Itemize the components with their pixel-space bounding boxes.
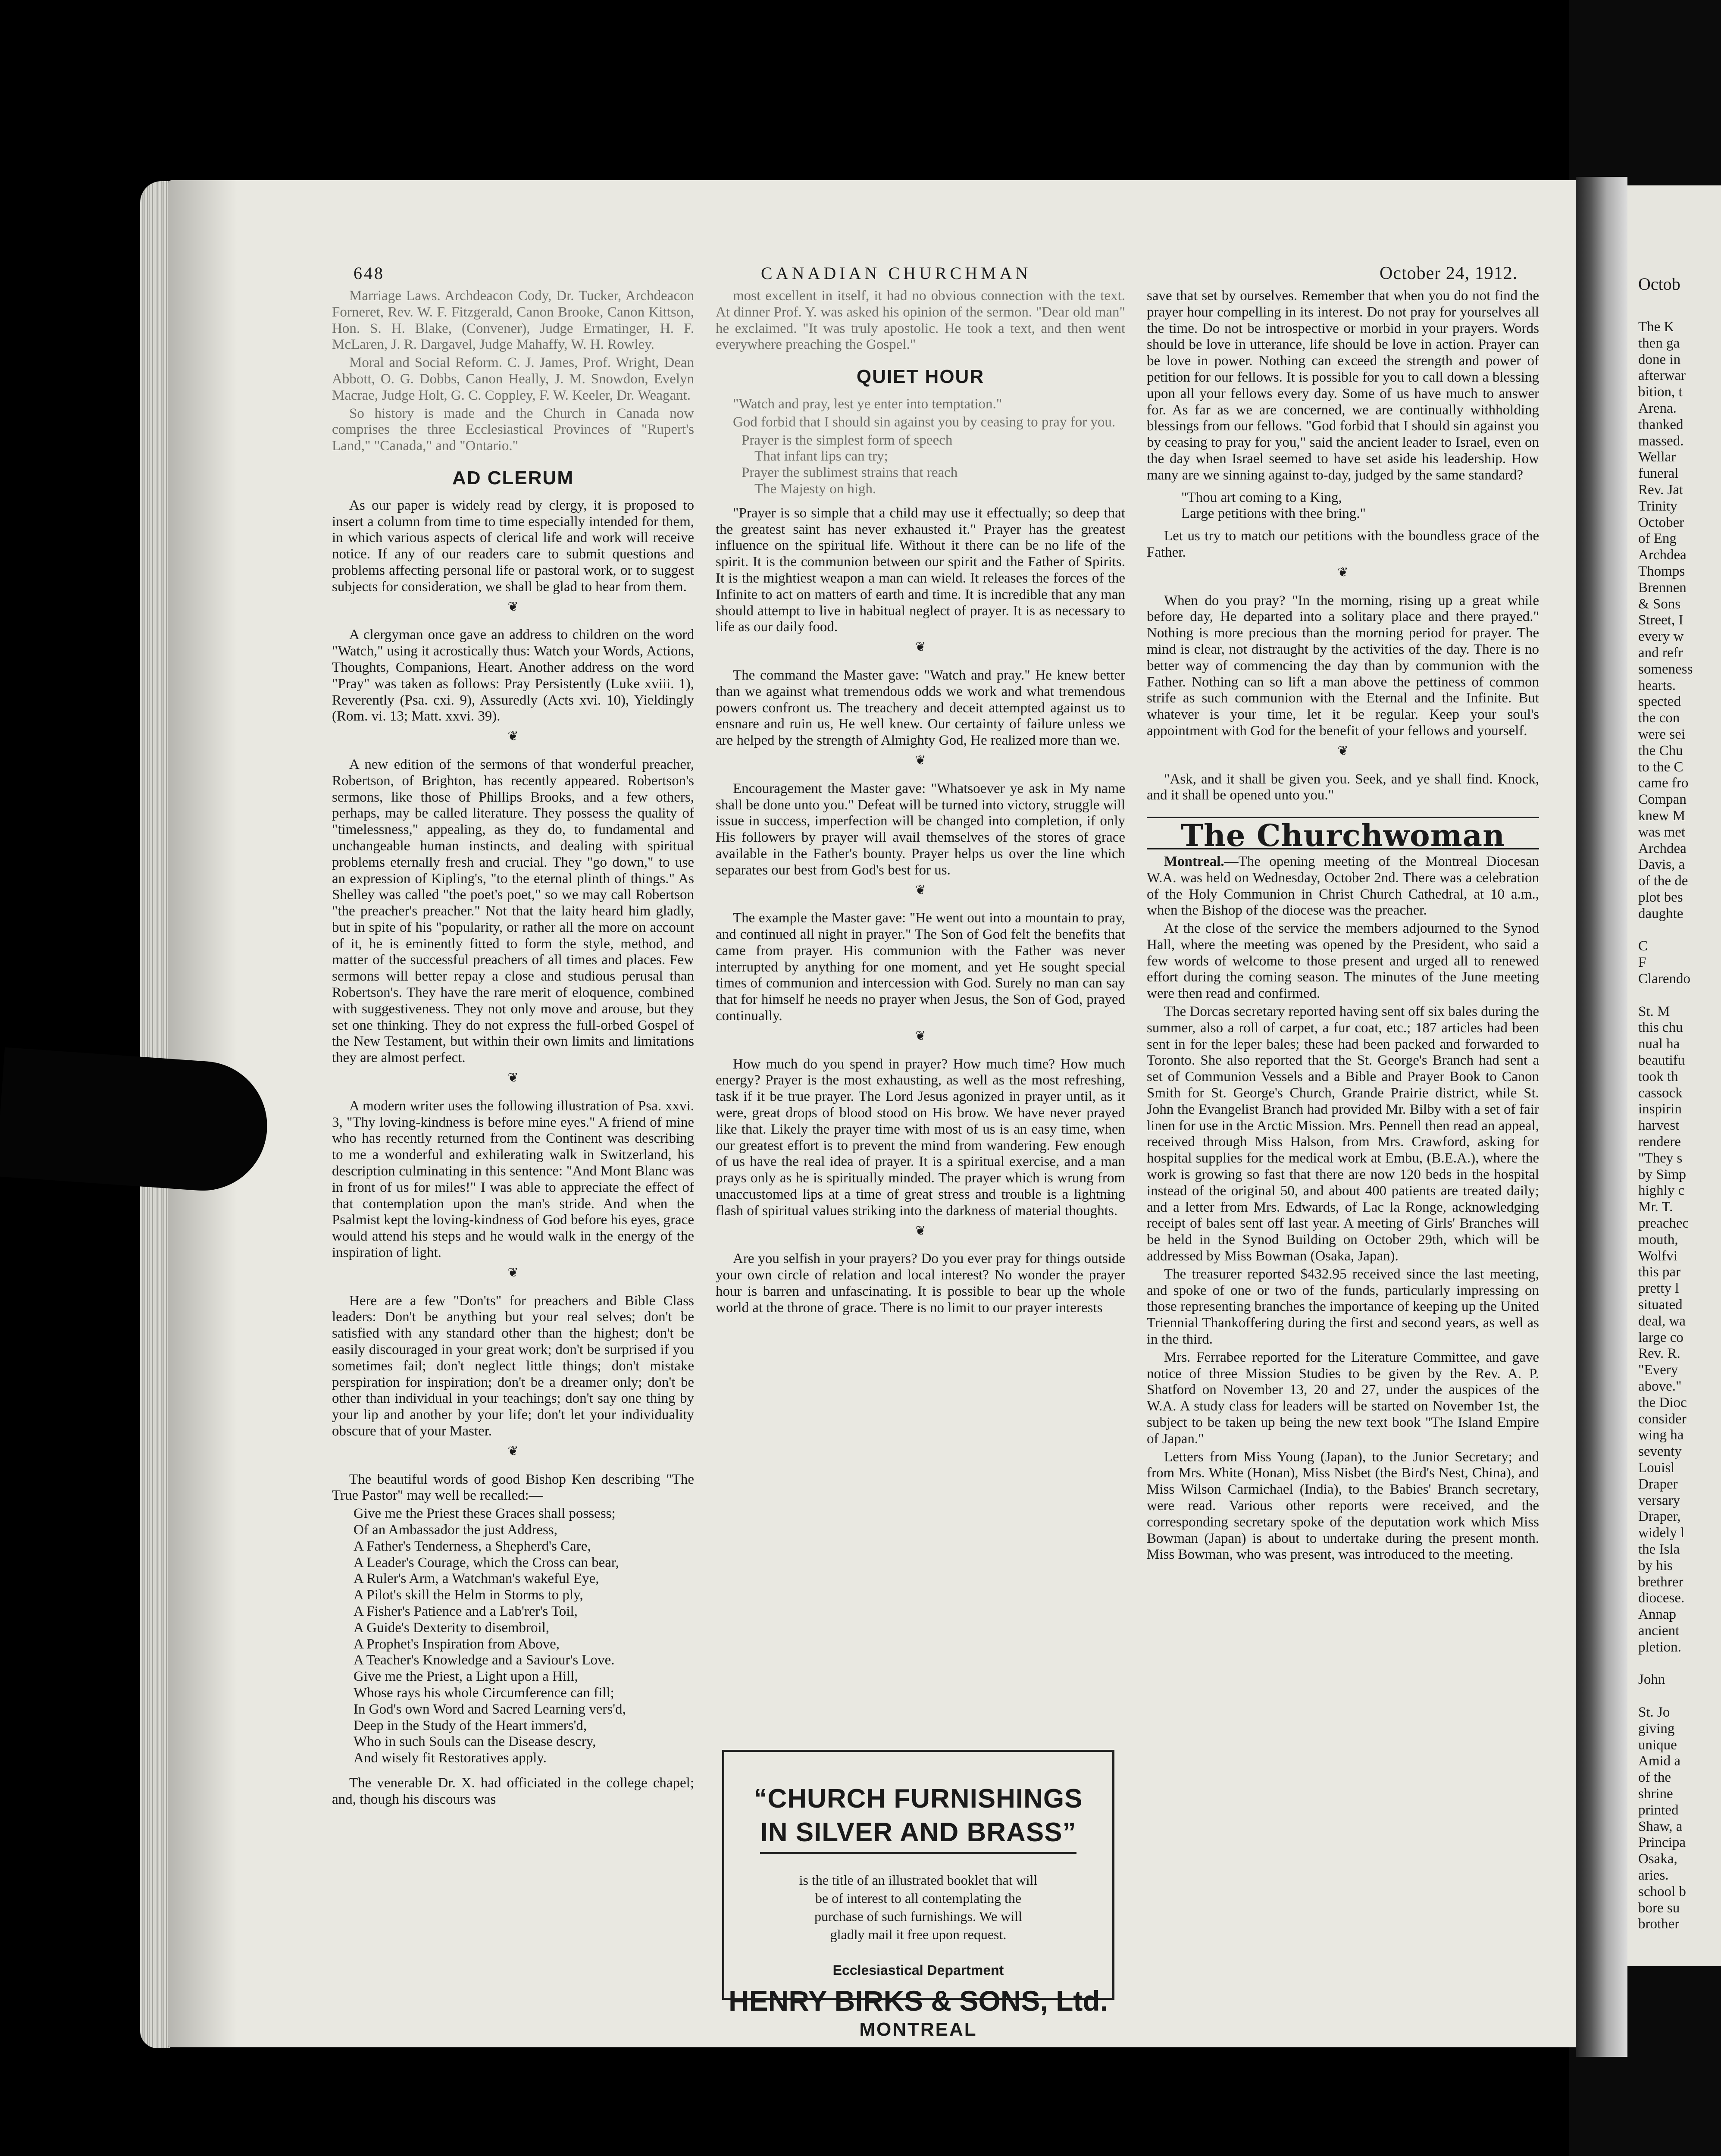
- facing-page-line: every w: [1638, 629, 1684, 645]
- facing-page-line: Osaka,: [1638, 1851, 1677, 1867]
- facing-page-line: Archdea: [1638, 840, 1687, 856]
- facing-page-line: wing ha: [1638, 1427, 1684, 1443]
- facing-page-line: funeral: [1638, 466, 1679, 482]
- facing-page-line: highly c: [1638, 1183, 1685, 1199]
- paragraph: Mrs. Ferrabee reported for the Literature Committee, and gave notice of three Mission Studies to be given by the Rev. A. P. Shatford on November 13, 20 and 27, under the auspices of the W.A. A study class for leaders will be started on November 1st, the subject to be taken up being the new text book "The Island Empire of Japan.": [1147, 1349, 1539, 1447]
- facing-page-line: someness: [1638, 661, 1693, 677]
- facing-page-line: beautifu: [1638, 1053, 1685, 1068]
- paragraph: The beautiful words of good Bishop Ken describing "The True Pastor" may well be recalled:—: [332, 1471, 694, 1504]
- poem-line: A Guide's Dexterity to disembroil,: [354, 1620, 550, 1636]
- paragraph: When do you pray? "In the morning, rising up a great while before day, He departed into a solitary place and there prayed." Nothing is more precious than the morning period for prayer. The mind is clear, not distraught by the activities of the day. There is no better way of commencing the day than by communion with the Father. Nothing can so lift a man above the pettiness of common strife as such communion with the Eternal and the Infinite. But whatever is your time, let it be regular. Keep your soul's appointment with God for the benefit of your fellows and yourself.: [1147, 592, 1539, 739]
- facing-page-line: spected: [1638, 694, 1681, 710]
- paragraph: The treasurer reported $432.95 received since the last meeting, and spoke of one or two of the funds, particularly impressing on those representing branches the importance of keeping up the United Triennial Thankoffering during the first and second years, as well as in the third.: [1147, 1266, 1539, 1348]
- facing-page-line: took th: [1638, 1069, 1678, 1084]
- facing-page-line: diocese.: [1638, 1590, 1685, 1606]
- facing-page-line: the Isla: [1638, 1542, 1680, 1557]
- facing-page-line: "Every: [1638, 1362, 1678, 1378]
- history-paragraph: So history is made and the Church in Canada now comprises the three Ecclesiastical Provinces of "Rupert's Land," "Canada," and "Ontario.": [332, 405, 694, 454]
- poem-line: A Ruler's Arm, a Watchman's wakeful Eye,: [354, 1571, 599, 1587]
- facing-page-line: pretty l: [1638, 1281, 1679, 1297]
- facing-page-line: came fro: [1638, 775, 1689, 791]
- issue-date: October 24, 1912.: [1380, 263, 1518, 283]
- facing-page-line: Street, I: [1638, 612, 1683, 628]
- verse-line: Large petitions with thee bring.": [1181, 506, 1366, 522]
- facing-page-line: Clarendo: [1638, 971, 1690, 987]
- facing-page-line: bore su: [1638, 1900, 1680, 1916]
- facing-page-line: school b: [1638, 1883, 1686, 1899]
- heading-quiet-hour: QUIET HOUR: [856, 366, 985, 388]
- column-1: [332, 288, 694, 1810]
- facing-page-line: Archdea: [1638, 547, 1687, 563]
- paragraph: Here are a few "Don'ts" for preachers and Bible Class leaders: Don't be anything but your real selves; don't be satisfied with any standard other than the highest; don't be easily discouraged in your great work; don't be surprised if you sometimes fail; don't neglect little things; don't mistake perspiration for inspiration; don't be a dreamer only; don't be other than individual in your teachings; don't say one thing by your lip and another by your life; don't let your individuality obscure that of your Master.: [332, 1293, 694, 1439]
- facing-page-line: the con: [1638, 710, 1680, 726]
- ornament: ❦: [507, 729, 519, 744]
- column-2: [716, 288, 1125, 1318]
- verse-line: Prayer is the simplest form of speech: [742, 432, 953, 448]
- facing-page-line: consider: [1638, 1411, 1687, 1427]
- paragraph: The example the Master gave: "He went out into a mountain to pray, and continued all night in prayer." The Son of God felt the benefits that came from prayer. His communion with the Father was never interrupted by anything for one moment, and yet He sought special times of communion and intercession with God. Surely no man can say that for himself he needs no prayer when Jesus, the Son of God, prayed continually.: [716, 910, 1125, 1024]
- facing-page-line: Draper,: [1638, 1509, 1681, 1525]
- facing-page-line: Thomps: [1638, 564, 1685, 579]
- facing-page-line: rendere: [1638, 1134, 1681, 1150]
- facing-page-line: C: [1638, 938, 1648, 954]
- facing-page-line: then ga: [1638, 335, 1680, 351]
- poem-line: A Prophet's Inspiration from Above,: [354, 1636, 560, 1652]
- paragraph: The command the Master gave: "Watch and pray." He knew better than we against what tremendous odds we work and what tremendous powers confront us. The treachery and deceit attempted against us to ensnare and ruin us, He well knew. Our certainty of failure unless we are helped by the strength of Almighty God, He realized more than we.: [716, 667, 1125, 749]
- facing-page-line: this par: [1638, 1264, 1681, 1280]
- facing-page-line: harvest: [1638, 1118, 1680, 1134]
- facing-page-line: situated: [1638, 1297, 1683, 1313]
- facing-page-line: plot bes: [1638, 890, 1683, 905]
- facing-page-line: Annap: [1638, 1607, 1676, 1623]
- facing-page-line: Wolfvi: [1638, 1248, 1677, 1264]
- facing-page-line: "They s: [1638, 1150, 1683, 1166]
- facing-page-line: daughte: [1638, 906, 1683, 921]
- facing-page-line: Compan: [1638, 792, 1687, 808]
- facing-page-line: The K: [1638, 319, 1674, 335]
- facing-page-line: F: [1638, 955, 1646, 971]
- facing-page-line: Arena.: [1638, 401, 1677, 416]
- paragraph: As our paper is widely read by clergy, it is proposed to insert a column from time to time especially intended for them, in which various aspects of clerical life and work will receive notice. If any of our readers care to submit questions and problems affecting personal life or pastoral work, or to suggest subjects for consideration, we shall be glad to hear from them.: [332, 497, 694, 595]
- facing-page-line: pletion.: [1638, 1639, 1681, 1655]
- facing-page-line: St. M: [1638, 1003, 1670, 1019]
- paragraph: save that set by ourselves. Remember that when you do not find the prayer hour compelling in its interest. Do not pray for yourselves all the time. Do not be introspective or morbid in your prayers. Words should be love in utterance, life should be love in action. Prayer can be love in power. Nothing can exceed the strength and power of petition for our fellows. It is possible for you to call down a blessing upon all your fellows every day. Some of us have much to answer for. As far as we are concerned, we are continually withholding blessings from our fellows. "God forbid that I should sin against you by ceasing to pray for you," said the ancient leader to Israel, even on the day when Israel seemed to have set aside his leadership. How many are we sinning against to-day, judged by the same standard?: [1147, 288, 1539, 483]
- verse-line: The Majesty on high.: [754, 481, 876, 497]
- facing-page-header: Octob: [1638, 274, 1680, 294]
- poem-line: And wisely fit Restoratives apply.: [354, 1750, 547, 1766]
- facing-page-line: deal, wa: [1638, 1313, 1686, 1329]
- ornament: ❦: [915, 883, 926, 897]
- poem-line: Of an Ambassador the just Address,: [354, 1522, 557, 1538]
- prayer-verse: [742, 432, 1125, 498]
- facing-page-line: done in: [1638, 351, 1681, 367]
- facing-page-line: hearts.: [1638, 677, 1676, 693]
- facing-page-line: St. Jo: [1638, 1705, 1670, 1720]
- heading-ad-clerum: AD CLERUM: [452, 467, 574, 489]
- facing-page-line: this chu: [1638, 1020, 1683, 1036]
- facing-page-line: & Sons: [1638, 596, 1681, 612]
- ornament: ❦: [915, 1028, 926, 1043]
- poem-line: A Pilot's skill the Helm in Storms to ply,: [354, 1587, 583, 1603]
- facing-page-line: Shaw, a: [1638, 1818, 1683, 1834]
- facing-page-line: of the: [1638, 1770, 1671, 1786]
- facing-page-line: large co: [1638, 1329, 1683, 1345]
- ornament: ❦: [507, 1265, 519, 1280]
- poem-line: Whose rays his whole Circumference can fill;: [354, 1685, 614, 1701]
- facing-page-line: aries.: [1638, 1868, 1669, 1883]
- paragraph: Letters from Miss Young (Japan), to the Junior Secretary; and from Mrs. White (Honan), Miss Nisbet (the Bird's Nest, China), and Miss Wilson Carmichael (India), to the Babies' Branch secretary, were read. Various other reports were received, and the corresponding secretary spoke of the deputation work which Miss Bowman (Japan) is about to undertake during the present month. Miss Bowman, who was present, was introduced to the meeting.: [1147, 1449, 1539, 1563]
- facing-page-line: and refr: [1638, 645, 1683, 661]
- facing-page-line: bition, t: [1638, 384, 1683, 400]
- facing-page-line: by Simp: [1638, 1166, 1686, 1182]
- facing-page-line: John: [1638, 1672, 1665, 1688]
- ad-title-line-2: IN SILVER AND BRASS”: [760, 1816, 1076, 1854]
- paragraph: "Ask, and it shall be given you. Seek, and ye shall find. Knock, and it shall be opened unto you.": [1147, 771, 1539, 803]
- facing-page-line: Mr. T.: [1638, 1199, 1673, 1215]
- epigraph: God forbid that I should sin against you by ceasing to pray for you.: [733, 414, 1116, 430]
- committee-marriage: Marriage Laws. Archdeacon Cody, Dr. Tucker, Archdeacon Forneret, Rev. W. F. Fitzgerald, Canon Brooke, Canon Kittson, Hon. S. H. Blake, (Convener), Judge Ermatinger, H. F. McLaren, J. R. Dargavel, Judge Mahaffy, W. H. Rowley.: [332, 288, 694, 353]
- facing-page-line: Trinity: [1638, 498, 1677, 514]
- facing-page-line: massed.: [1638, 433, 1684, 449]
- facing-page-line: of Eng: [1638, 531, 1677, 547]
- epigraph: "Watch and pray, lest ye enter into temptation.": [733, 396, 1002, 412]
- paragraph: The venerable Dr. X. had officiated in the college chapel; and, though his discours was: [332, 1775, 694, 1807]
- ad-title: [724, 1782, 1112, 1854]
- facing-page-line: Davis, a: [1638, 857, 1685, 873]
- ornament: ❦: [507, 599, 519, 614]
- ad-body: is the title of an illustrated booklet that will be of interest to all contemplating the purchase of such furnishings. We will gladly mail it free upon request.: [799, 1872, 1038, 1942]
- ornament: ❦: [915, 753, 926, 768]
- paragraph: How much do you spend in prayer? How much time? How much energy? Prayer is the most exhausting, as well as the most refreshing, task if it be true prayer. The Lord Jesus agonized in prayer until, as it were, great drops of blood stood on His brow. We have never prayed like that. Likely the prayer time with most of us is an easy time, when our greatest effort is to prevent the mind from wandering. Few enough of us have the real idea of prayer. It is a spiritual exercise, and a man prays only as he is spiritually minded. The prayer which is wrung from unaccustomed lips at a time of great stress and trouble is a lightning flash of spiritual values striking into the darkness of material thoughts.: [716, 1056, 1125, 1219]
- facing-page-line: cassock: [1638, 1085, 1683, 1101]
- facing-page-line: the Chu: [1638, 743, 1683, 758]
- ad-department: Ecclesiastical Department: [832, 1962, 1004, 1978]
- poem-true-pastor: [354, 1506, 694, 1767]
- paragraph: Are you selfish in your prayers? Do you ever pray for things outside your own circle of relation and local interest? No wonder the prayer hour is barren and unfascinating. It is possible to bear up the whole world at the throne of grace. There is no limit to our prayer interests: [716, 1251, 1125, 1316]
- ornament: ❦: [915, 640, 926, 655]
- lead-montreal: Montreal.: [1164, 853, 1224, 869]
- facing-page-line: Wellar: [1638, 449, 1676, 465]
- ad-firm-name: HENRY BIRKS & SONS, Ltd.: [728, 1985, 1108, 2017]
- facing-page-line: October: [1638, 514, 1684, 530]
- masthead-title: CANADIAN CHURCHMAN: [761, 263, 1032, 283]
- facing-page-line: ancient: [1638, 1623, 1680, 1639]
- thumb-shadow: [0, 1047, 272, 1195]
- facing-page-line: giving: [1638, 1720, 1675, 1736]
- poem-line: Give me the Priest, a Light upon a Hill,: [354, 1669, 578, 1685]
- book-gutter: [1576, 177, 1627, 2057]
- paragraph: A modern writer uses the following illustration of Psa. xxvi. 3, "Thy loving-kindness is before mine eyes." A friend of mine who has recently returned from the Continent was describing to me a wonderful and exhilerating walk in Switzerland, his description culminating in this sentence: "And Mont Blanc was in front of us for miles!" I was able to appreciate the effect of that contemplation upon the man's stride. And when the Psalmist kept the loving-kindness of God before his eyes, grace would attend his steps and he would walk in the energy of the inspiration of light.: [332, 1098, 694, 1261]
- facing-page-line: inspirin: [1638, 1101, 1682, 1117]
- paragraph-text: —The opening meeting of the Montreal Diocesan W.A. was held on Wednesday, October 2nd. There was a celebration of the Holy Communion in Christ Church Cathedral, at 10 a.m., when the Bishop of the diocese was the preacher.: [1147, 853, 1539, 918]
- verse-line: That infant lips can try;: [754, 448, 888, 464]
- facing-page-line: versary: [1638, 1492, 1680, 1508]
- paragraph: most excellent in itself, it had no obvious connection with the text. At dinner Prof. Y. was asked his opinion of the sermon. "Dear old man" he exclaimed. "It was truly apostolic. He took a text, and then went everywhere preaching the Gospel.": [716, 288, 1125, 353]
- facing-page-line: unique: [1638, 1737, 1677, 1753]
- facing-page-line: Principa: [1638, 1835, 1686, 1851]
- ornament: ❦: [1337, 565, 1349, 580]
- paragraph: [1147, 854, 1539, 919]
- facing-page-line: of the de: [1638, 873, 1688, 889]
- poem-line: A Father's Tenderness, a Shepherd's Care,: [354, 1538, 591, 1554]
- facing-page-line: Louisl: [1638, 1460, 1675, 1476]
- facing-page-line: Amid a: [1638, 1753, 1681, 1769]
- birks-advertisement: [722, 1750, 1114, 2040]
- facing-page-line: Draper: [1638, 1476, 1678, 1492]
- paragraph: The Dorcas secretary reported having sent off six bales during the summer, also a roll of carpet, a fur coat, etc.; 187 articles had been sent in for the leper bales; these had been packed and forwarded to Toronto. She also reported that the St. George's Branch had sent a set of Communion Vessels and a Bible and Prayer Book to Canon Smith for St. George's Church, Grande Prairie district, while St. John the Evangelist Branch had provided Mr. Bilby with a set of fair linen for use in the Arctic Mission. Mrs. Pennell then read an appeal, received through Miss Halson, from Mrs. Crawford, asking for hospital supplies for the medical work at Embu, (B.E.A.), where the work is growing so fast that there are now 120 beds in the hospital instead of the original 50, and about 400 patients are treated daily; and a letter from Mrs. Edwards, of Lac la Ronge, acknowledging receipt of bales sent off last year. A meeting of Girls' Branches will be held in the Synod Building on October 29th, which will be addressed by Miss Bowman (Osaka, Japan).: [1147, 1004, 1539, 1264]
- ornament: ❦: [915, 1223, 926, 1238]
- poem-line: A Fisher's Patience and a Lab'rer's Toil,: [354, 1603, 578, 1619]
- ornament: ❦: [1337, 743, 1349, 758]
- facing-page-line: knew M: [1638, 808, 1686, 824]
- facing-page-line: was met: [1638, 824, 1686, 840]
- facing-page-line: were sei: [1638, 727, 1686, 742]
- facing-page-line: thanked: [1638, 417, 1683, 432]
- page-number: 648: [354, 263, 385, 283]
- committee-moral: Moral and Social Reform. C. J. James, Prof. Wright, Dean Abbott, O. G. Dobbs, Canon Heally, J. M. Snowdon, Evelyn Macrae, Judge Holt, G. C. Coppley, F. W. Keeler, Dr. Weagant.: [332, 355, 694, 403]
- paragraph: Encouragement the Master gave: "Whatsoever ye ask in My name shall be done unto you." Defeat will be turned into victory, struggle will issue in success, imperfection will be changed into completion, if only His followers by prayer will avail themselves of the stores of grace available in the Father's bounty. Prayer helps us over the line which separates our best from God's best for us.: [716, 780, 1125, 878]
- facing-page-line: seventy: [1638, 1444, 1682, 1460]
- facing-page-line: by his: [1638, 1557, 1673, 1573]
- paragraph: At the close of the service the members adjourned to the Synod Hall, where the meeting was opened by the President, who said a few words of welcome to those present and urged all to renewed effort during the coming season. The minutes of the June meeting were then read and confirmed.: [1147, 921, 1539, 1002]
- hymn-verse: [1181, 490, 1539, 523]
- paragraph: A new edition of the sermons of that wonderful preacher, Robertson, of Brighton, has recently appeared. Robertson's sermons, like those of Phillips Brooks, and a few others, perhaps, may be called literature. They possess the quality of "timelessness," appealing, as they do, to fundamental and unchangeable human instincts, and dealing with spiritual problems eternally fresh and crucial. They "go down," to use an expression of Kipling's, "to the eternal plinth of things." As Shelley was called "the poet's poet," so we may call Robertson "the preacher's preacher." Not that the laity heard him gladly, but in spite of his "popularity, or rather all the more on account of it, he is eminently fitted to form the style, method, and matter of the successful preachers of all times and places. Few sermons will better repay a close and studious perusal than Robertson's. They have the rare merit of eloquence, combined with suggestiveness. They not only move and arouse, but they set one thinking. They do not express the full-orbed Gospel of the New Testament, but within their own limits and limitations they are almost perfect.: [332, 756, 694, 1066]
- facing-page-line: brethrer: [1638, 1574, 1683, 1590]
- facing-page-line: Brennen: [1638, 580, 1687, 595]
- ad-title-line-1: “CHURCH FURNISHINGS: [754, 1784, 1083, 1814]
- ornament: ❦: [507, 1071, 519, 1085]
- poem-line: In God's own Word and Sacred Learning vers'd,: [354, 1701, 626, 1717]
- poem-line: Who in such Souls can the Disease descry,: [354, 1734, 596, 1750]
- section-title-churchwoman: The Churchwoman: [1180, 818, 1505, 854]
- facing-page-line: nual ha: [1638, 1036, 1680, 1052]
- facing-page-line: Rev. Jat: [1638, 482, 1683, 498]
- ad-city: MONTREAL: [859, 2019, 977, 2040]
- facing-page-line: the Dioc: [1638, 1395, 1687, 1410]
- facing-page: [1625, 185, 1721, 1966]
- facing-page-line: to the C: [1638, 759, 1683, 775]
- poem-line: Deep in the Study of the Heart immers'd,: [354, 1717, 587, 1733]
- paragraph: Let us try to match our petitions with the boundless grace of the Father.: [1147, 528, 1539, 560]
- paragraph: A clergyman once gave an address to children on the word "Watch," using it acrostically thus: Watch your Words, Actions, Thoughts, Companions, Heart. Another address on the word "Pray" was taken as follows: Pray Persistently (Luke xviii. 1), Reverently (Psa. cxi. 9), Assuredly (Acts xvi. 10), Yieldingly (Rom. vi. 13; Matt. xxvi. 39).: [332, 627, 694, 724]
- poem-line: Give me the Priest these Graces shall possess;: [354, 1506, 616, 1522]
- column-3: [1147, 288, 1539, 1565]
- verse-line: Prayer the sublimest strains that reach: [742, 465, 958, 481]
- ornament: ❦: [507, 1444, 519, 1458]
- facing-page-line: preachec: [1638, 1216, 1689, 1231]
- facing-page-line: mouth,: [1638, 1232, 1678, 1247]
- facing-page-line: brother: [1638, 1916, 1680, 1932]
- poem-line: A Leader's Courage, which the Cross can bear,: [354, 1554, 619, 1570]
- paragraph: "Prayer is so simple that a child may use it effectually; so deep that the greatest saint has never exhausted it." Prayer has the greatest influence on the spiritual life. Without it there can be no life of the spirit. It is the communion between our spirit and the Father of Spirits. It is the mightiest weapon a man can wield. It releases the forces of the Infinite to act on matters of earth and time. It is incredible that any man should attempt to live in habitual neglect of prayer. It is as necessary to life as our daily food.: [716, 505, 1125, 635]
- facing-page-line: shrine: [1638, 1786, 1673, 1802]
- facing-page-line: widely l: [1638, 1525, 1685, 1541]
- facing-page-line: Rev. R.: [1638, 1346, 1680, 1362]
- facing-page-line: printed: [1638, 1802, 1679, 1818]
- facing-page-line: above.": [1638, 1379, 1682, 1394]
- poem-line: A Teacher's Knowledge and a Saviour's Love.: [354, 1652, 615, 1668]
- verse-line: "Thou art coming to a King,: [1181, 489, 1342, 505]
- facing-page-line: afterwar: [1638, 368, 1686, 384]
